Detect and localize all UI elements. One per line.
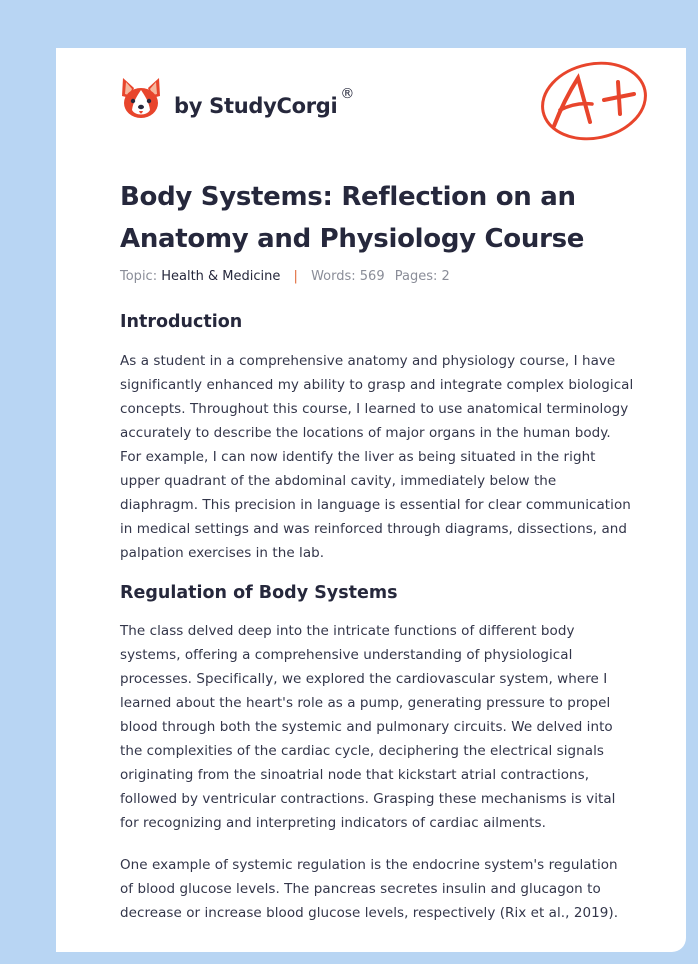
section-heading: Introduction xyxy=(120,312,243,332)
section-heading: Regulation of Body Systems xyxy=(120,583,398,603)
words-label: Words: xyxy=(311,269,356,284)
article-meta xyxy=(120,269,450,284)
registered-mark: ® xyxy=(340,86,355,102)
paragraph: The class delved deep into the intricate functions of different body systems, offering a comprehensive understanding of physiological processes. Specifically, we explored the cardiovascular system, where I learned about the heart's role as a pump, generating pressure to propel blood through both the systemic and pulmonary circuits. We delved into the complexities of the cardiac cycle, deciphering the electrical signals originating from the sinoatrial node that kickstart atrial contractions, followed by ventricular contractions. Grasping these mechanisms is vital for recognizing and interpreting indicators of cardiac ailments. xyxy=(120,623,616,831)
meta-separator: | xyxy=(293,269,298,284)
words-count: 569 xyxy=(359,269,385,284)
document-page xyxy=(56,48,686,952)
topic-label: Topic: xyxy=(120,269,158,284)
paragraph: One example of systemic regulation is the endocrine system's regulation of blood glucose levels. The pancreas secretes insulin and glucagon to decrease or increase blood glucose levels, respectively (Rix et al., 2019). xyxy=(120,857,619,921)
topic-link[interactable]: Health & Medicine xyxy=(161,269,281,284)
pages-label: Pages: xyxy=(394,269,438,284)
corgi-logo-icon xyxy=(120,76,162,120)
pages-count: 2 xyxy=(441,269,450,284)
brand-name: by StudyCorgi ® xyxy=(174,86,355,118)
paragraph: As a student in a comprehensive anatomy and physiology course, I have significantly enhanced my ability to grasp and integrate complex biological concepts. Throughout this course, I learned to use anatomical terminology accurately to describe the locations of major organs in the human body. For example, I can now identify the liver as being situated in the right upper quadrant of the abdominal cavity, immediately below the diaphragm. This precision in language is essential for clear communication in medical settings and was reinforced through diagrams, dissections, and palpation exercises in the lab. xyxy=(120,353,634,561)
page-title: Body Systems: Reflection on an Anatomy and Physiology Course xyxy=(120,182,585,254)
brand[interactable] xyxy=(120,76,354,120)
a-plus-grade-icon xyxy=(538,56,650,142)
